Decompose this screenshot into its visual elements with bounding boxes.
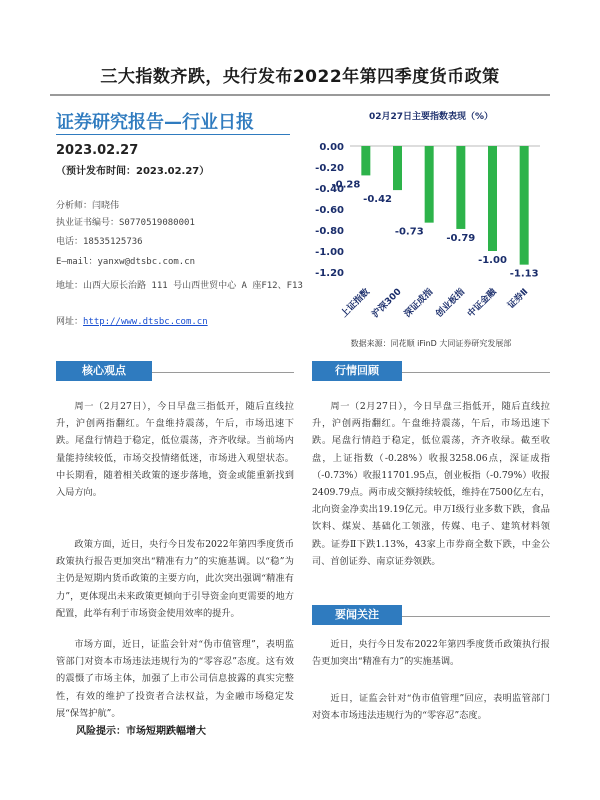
header-rule [50,94,550,96]
y-tick-label: -1.20 [315,268,344,279]
core-view-paragraph-3: 市场方面，近日，证监会针对“伪市值管理”，表明监管部门对资本市场违法违规行为的“零容忍”态度。这有效的震慑了市场主体，加强了上市公司信息披露的真实完整性，有效的维护了投资者合法权益，为金融市场稳定发展“保驾护航”。 [56,639,294,719]
page-headline: 三大指数齐跌，央行发布2022年第四季度货币政策 [100,67,500,87]
y-tick-label: -0.40 [315,184,344,195]
analyst-name: 分析师：闫晓伟 [56,201,120,211]
report-publish-date: （预计发布时间：2023.02.27） [56,166,210,177]
report-date: 2023.02.27 [56,143,139,158]
bar [425,146,434,223]
report-title-underline [56,134,290,135]
bar-data-label: -0.28 [331,179,361,191]
x-tick-label: 证券Ⅱ [506,287,531,312]
website-label: 网址： [56,317,84,327]
x-tick-label: 沪深300 [370,287,404,321]
bar [361,146,370,175]
bar-data-label: -1.00 [478,255,507,266]
bar-data-label: -0.73 [394,226,424,238]
x-tick-label: 上证指数 [339,287,372,320]
analyst-email: E—mail：yanxw@dtsbc.com.cn [56,257,196,267]
news-tag: 要闻关注 [312,605,402,625]
bar [520,146,529,265]
bar-data-label: -0.79 [446,232,476,244]
bar-data-label: -1.13 [509,268,539,280]
core-view-paragraph-2: 政策方面，近日，央行今日发布2022年第四季度货币政策执行报告更加突出“精准有力”的实施基调。以“稳”为主仍是短期内货币政策的主要方向，此次突出强调“精准有力”，更体现出未来政策更倾向于引导资金向更需要的地方配置，此举有利于市场资金使用效率的提升。 [56,539,294,619]
index-performance-chart [300,130,550,335]
y-tick-label: -0.20 [315,163,344,174]
report-title: 证券研究报告—行业日报 [56,112,254,133]
x-tick-label: 中证金融 [466,287,499,320]
risk-warning: 风险提示：市场短期跌幅增大 [76,726,206,737]
x-tick-label: 创业板指 [434,287,467,320]
bar-data-label: -0.42 [363,194,392,206]
analyst-cert: 执业证书编号：S0770519080001 [56,218,195,228]
y-tick-label: -0.80 [315,226,344,237]
core-view-paragraph-1: 周一（2月27日），今日早盘三指低开，随后直线拉升，沪创两指翻红。午盘维持震荡，午后，市场迅速下跌。尾盘行情趋于稳定，低位震荡，齐齐收绿。当前场内量能持续较低，市场交投情绪低迷，市场进入观望状态。中长期看，随着相关政策的逐步落地，资金或能重新找到入局方向。 [56,401,294,499]
website-link[interactable]: http://www.dtsbc.com.cn [83,317,208,327]
market-review-tag: 行情回顾 [312,361,402,381]
bar [456,146,465,229]
chart-source: 数据来源：同花顺 iFinD 大同证券研究发展部 [350,339,512,348]
analyst-address: 地址：山西大原长治路 111 号山西世贸中心 A 座F12、F13 [56,281,303,291]
y-tick-label: 0.00 [319,142,344,153]
news-paragraph-2: 近日，证监会针对“伪市值管理”回应，表明监管部门对资本市场违法违规行为的“零容忍”态度。 [312,693,550,722]
news-paragraph-1: 近日，央行今日发布2022年第四季度货币政策执行报告更加突出“精准有力”的实施基调。 [312,639,550,668]
x-tick-label: 深证成指 [402,287,436,320]
analyst-phone: 电话：18535125736 [56,237,143,247]
analyst-website-row [56,316,306,328]
chart-title: 02月27日主要指数表现（%） [368,112,494,122]
bar [488,146,497,251]
core-view-tag: 核心观点 [56,361,152,381]
market-review-paragraph: 周一（2月27日），今日早盘三指低开，随后直线拉升，沪创两指翻红。午盘维持震荡，午后，市场迅速下跌。尾盘行情趋于稳定，低位震荡，齐齐收绿。截至收盘，上证指数（-0.28%）收报3258.06点，深证成指（-0.73%）收报11701.95点，创业板指（-0.79%）收报2409.79点。两市成交额持续较低，维持在7500亿左右，北向资金净卖出19.19亿元。申万Ⅰ级行业多数下跌，食品饮料、煤炭、基础化工领涨，传媒、电子、建筑材料领跌。证券Ⅱ下跌1.13%，43家上市券商全数下跌，中金公司、首创证券、南京证券领跌。 [312,401,550,567]
y-tick-label: -1.00 [315,247,344,258]
y-tick-label: -0.60 [315,205,344,216]
bar [393,146,402,190]
